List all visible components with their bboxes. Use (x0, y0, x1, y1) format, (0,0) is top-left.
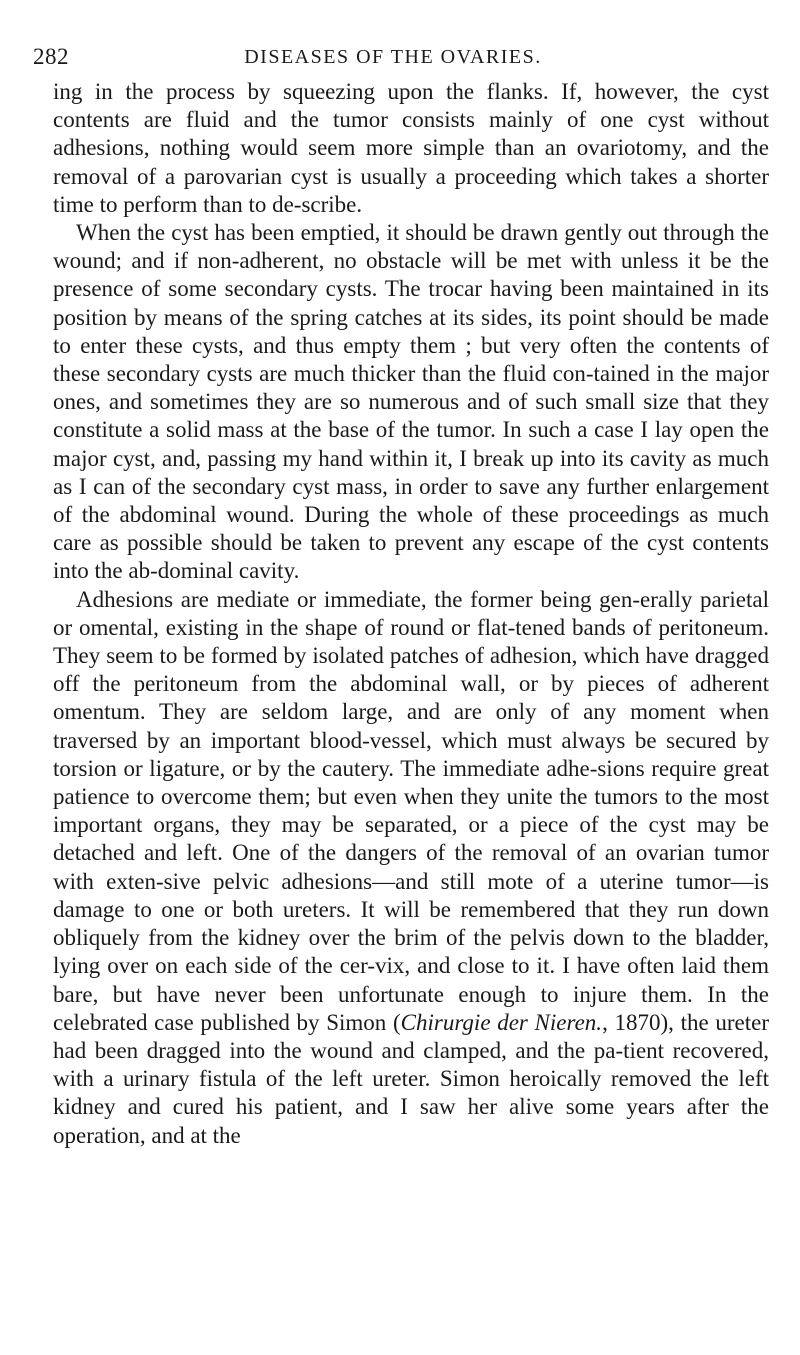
page-header (33, 44, 753, 74)
adhesions-text-before: Adhesions are mediate or immediate, the former being gen-erally parietal or omental, existing in the shape of round or flat-tened bands of peritoneum. They seem to be formed by isolated patches of adhesion, which have dragged off the peritoneum from the abdominal wall, or by pieces of adherent omentum. They are seldom large, and are only of any moment when traversed by an important blood-vessel, which must always be secured by torsion or ligature, or by the cautery. The immediate adhe-sions require great patience to overcome them; but even when they unite the tumors to the most important organs, they may be separated, or a piece of the cyst may be detached and left. One of the dangers of the removal of an ovarian tumor with exten-sive pelvic adhesions—and still mote of a uterine tumor—is damage to one or both ureters. It will be remembered that they run down obliquely from the kidney over the brim of the pelvis down to the bladder, lying over on each side of the cer-vix, and close to it. I have often laid them bare, but have never been unfortunate enough to injure them. In the celebrated case published by Simon ( (53, 586, 769, 1035)
page-number: 282 (33, 44, 69, 69)
adhesions-text-after: , 1870), the ureter had been dragged into the wound and clamped, and the pa-tient recovered, with a urinary fistula of the left ureter. Simon heroically removed the left kidney and cured his patient, and I saw her alive some years after the operation, and at the (53, 1009, 769, 1148)
citation-title: Chirurgie der Nieren. (400, 1009, 603, 1035)
running-head: DISEASES OF THE OVARIES. (244, 46, 542, 68)
paragraph-adhesions (53, 586, 769, 1150)
paragraph-continuation: ing in the process by squeezing upon the flanks. If, however, the cyst contents are fluid and the tumor consists mainly of one cyst without adhesions, nothing would seem more simple than an ovariotomy, and the removal of a parovarian cyst is usually a proceeding which takes a shorter time to perform than to de-scribe. (53, 79, 769, 217)
paragraph-cyst-emptying: When the cyst has been emptied, it should be drawn gently out through the wound; and if non-adherent, no obstacle will be met with unless it be the presence of some secondary cysts. The trocar having been maintained in its position by means of the spring catches at its sides, its point should be made to enter these cysts, and thus empty them ; but very often the contents of these secondary cysts are much thicker than the fluid con-tained in the major ones, and sometimes they are so numerous and of such small size that they constitute a solid mass at the base of the tumor. In such a case I lay open the major cyst, and, passing my hand within it, I break up into its cavity as much as I can of the secondary cyst mass, in order to save any further enlargement of the abdominal wound. During the whole of these proceedings as much care as possible should be taken to prevent any escape of the cyst contents into the ab-dominal cavity. (53, 220, 769, 584)
body-text (53, 78, 769, 1150)
